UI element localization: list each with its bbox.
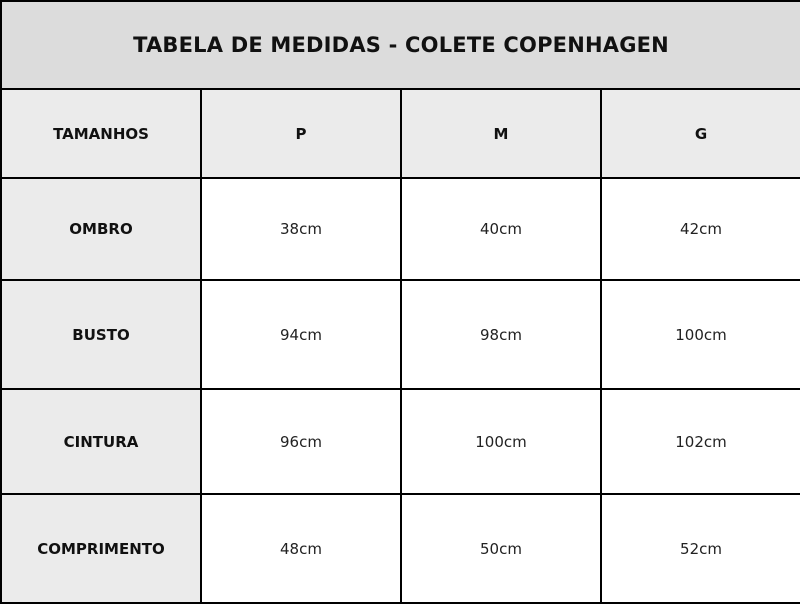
cell-comprimento-g: 52cm: [601, 494, 800, 603]
cell-cintura-m: 100cm: [401, 389, 601, 494]
cell-comprimento-p: 48cm: [201, 494, 401, 603]
header-size-g: G: [601, 89, 800, 178]
cell-busto-g: 100cm: [601, 280, 800, 389]
header-row: [1, 89, 800, 178]
cell-ombro-p: 38cm: [201, 178, 401, 280]
row-label-busto: BUSTO: [1, 280, 201, 389]
table-row-cintura: [1, 389, 800, 494]
header-size-p: P: [201, 89, 401, 178]
table-row-ombro: [1, 178, 800, 280]
title-row: [1, 1, 800, 89]
cell-ombro-m: 40cm: [401, 178, 601, 280]
cell-cintura-p: 96cm: [201, 389, 401, 494]
row-label-cintura: CINTURA: [1, 389, 201, 494]
cell-busto-m: 98cm: [401, 280, 601, 389]
cell-ombro-g: 42cm: [601, 178, 800, 280]
table-row-busto: [1, 280, 800, 389]
cell-busto-p: 94cm: [201, 280, 401, 389]
row-label-ombro: OMBRO: [1, 178, 201, 280]
cell-cintura-g: 102cm: [601, 389, 800, 494]
table-row-comprimento: [1, 494, 800, 603]
header-label-sizes: TAMANHOS: [1, 89, 201, 178]
row-label-comprimento: COMPRIMENTO: [1, 494, 201, 603]
cell-comprimento-m: 50cm: [401, 494, 601, 603]
header-size-m: M: [401, 89, 601, 178]
table-title: TABELA DE MEDIDAS - COLETE COPENHAGEN: [1, 1, 800, 89]
